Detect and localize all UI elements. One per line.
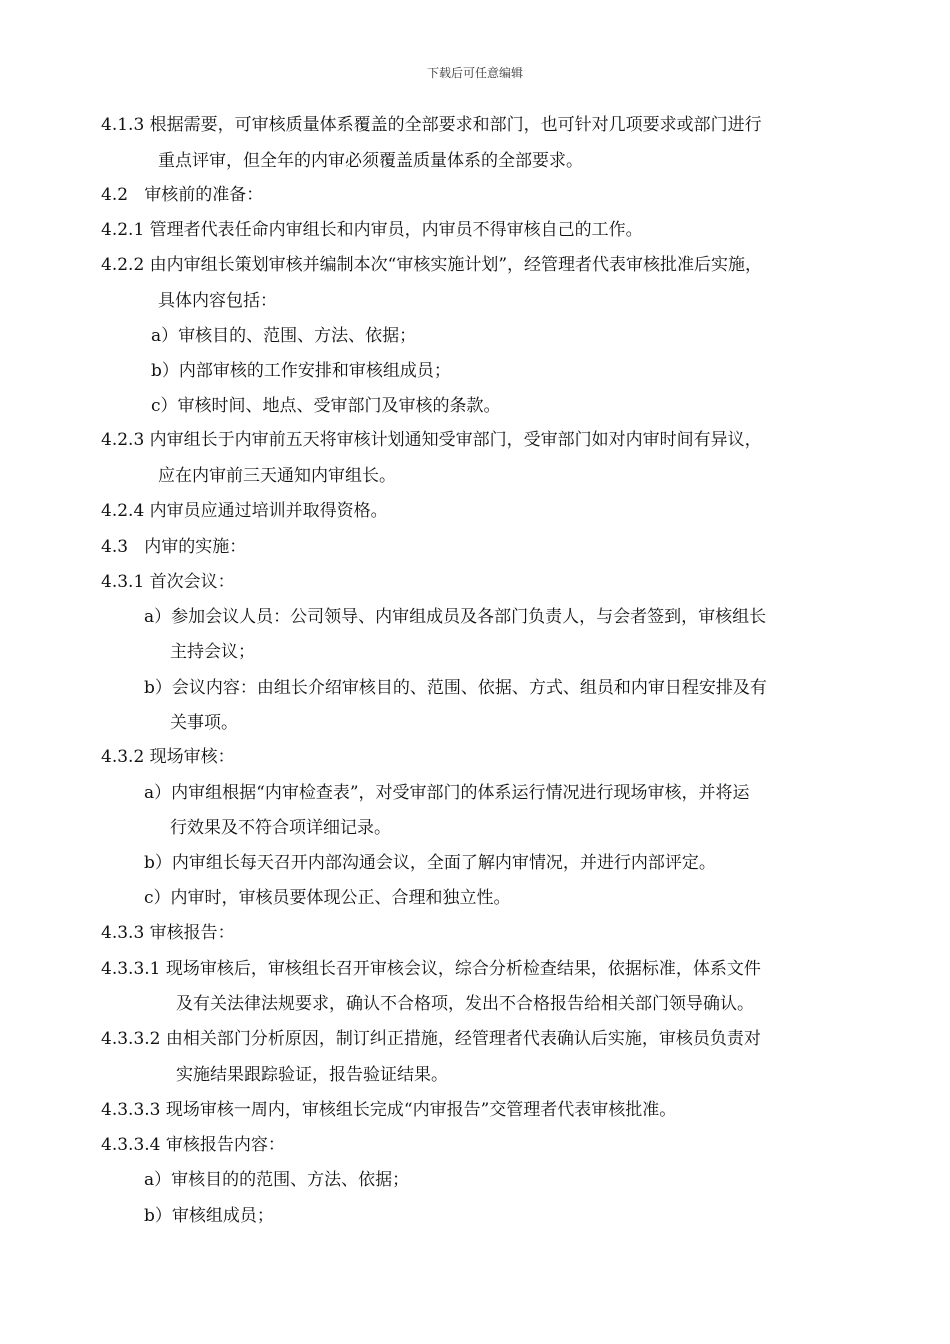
clause-4-2-4: 4.2.4 内审员应通过培训并取得资格。 [101, 501, 388, 521]
clause-4-2-2: 4.2.2 由内审组长策划审核并编制本次“审核实施计划”，经管理者代表审核批准后实施， [101, 255, 763, 275]
list-item-4-3-1-a: a）参加会议人员：公司领导、内审组成员及各部门负责人，与会者签到，审核组长 [144, 607, 767, 627]
clause-4-3-1: 4.3.1 首次会议： [101, 572, 235, 592]
clause-4-3-3-4: 4.3.3.4 审核报告内容： [101, 1135, 285, 1155]
clause-4-3-3-1: 4.3.3.1 现场审核后，审核组长召开审核会议，综合分析检查结果，依据标准，体系文件 [101, 959, 761, 979]
clause-4-3-3-2: 4.3.3.2 由相关部门分析原因，制订纠正措施，经管理者代表确认后实施，审核员负责对 [101, 1029, 761, 1049]
list-item-4-2-2-c: c）审核时间、地点、受审部门及审核的条款。 [151, 396, 501, 416]
list-item-4-3-2-a-continued: 行效果及不符合项详细记录。 [170, 818, 391, 838]
page-header-note: 下载后可任意编辑 [426, 66, 523, 80]
list-item-4-2-2-a: a）审核目的、范围、方法、依据； [151, 326, 417, 346]
clause-4-2-3: 4.2.3 内审组长于内审前五天将审核计划通知受审部门，受审部门如对内审时间有异议， [101, 430, 762, 450]
list-item-4-2-2-b: b）内部审核的工作安排和审核组成员； [151, 361, 451, 381]
list-item-4-3-3-4-a: a）审核目的的范围、方法、依据； [144, 1170, 410, 1190]
list-item-4-3-1-b: b）会议内容：由组长介绍审核目的、范围、依据、方式、组员和内审日程安排及有 [144, 678, 767, 698]
clause-4-3-2: 4.3.2 现场审核： [101, 747, 235, 767]
clause-4-1-3-continued: 重点评审，但全年的内审必须覆盖质量体系的全部要求。 [158, 151, 583, 171]
list-item-4-3-1-a-continued: 主持会议； [170, 642, 255, 662]
list-item-4-3-3-4-b: b）审核组成员； [144, 1206, 274, 1226]
section-4-3-heading: 4.3 内审的实施： [101, 537, 247, 557]
clause-4-2-2-continued: 具体内容包括： [158, 291, 277, 311]
clause-4-2-1: 4.2.1 管理者代表任命内审组长和内审员，内审员不得审核自己的工作。 [101, 220, 643, 240]
list-item-4-3-1-b-continued: 关事项。 [170, 713, 238, 733]
clause-4-3-3-2-continued: 实施结果跟踪验证，报告验证结果。 [176, 1065, 448, 1085]
clause-4-3-3-1-continued: 及有关法律法规要求，确认不合格项，发出不合格报告给相关部门领导确认。 [176, 994, 754, 1014]
list-item-4-3-2-a: a）内审组根据“内审检查表”，对受审部门的体系运行情况进行现场审核，并将运 [144, 783, 750, 803]
section-4-2-heading: 4.2 审核前的准备： [101, 185, 264, 205]
list-item-4-3-2-b: b）内审组长每天召开内部沟通会议，全面了解内审情况，并进行内部评定。 [144, 853, 716, 873]
clause-4-2-3-continued: 应在内审前三天通知内审组长。 [158, 466, 396, 486]
clause-4-3-3-3: 4.3.3.3 现场审核一周内，审核组长完成“内审报告”交管理者代表审核批准。 [101, 1100, 677, 1120]
clause-4-1-3: 4.1.3 根据需要，可审核质量体系覆盖的全部要求和部门，也可针对几项要求或部门进行 [101, 115, 762, 135]
clause-4-3-3: 4.3.3 审核报告： [101, 923, 235, 943]
list-item-4-3-2-c: c）内审时，审核员要体现公正、合理和独立性。 [144, 888, 511, 908]
